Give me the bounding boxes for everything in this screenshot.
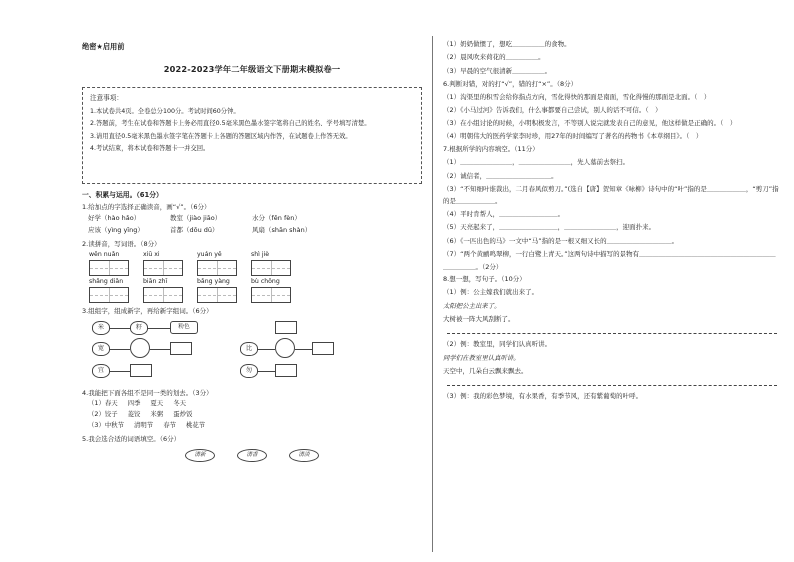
category-row: [82, 409, 422, 420]
example-sentence: （3）例：我的彩色梦境，有水果香，有季节风，还有紫葡萄的叶呼。: [443, 392, 643, 401]
q1-option[interactable]: 水分（fēn fèn）: [252, 214, 301, 222]
answer-line[interactable]: [447, 333, 777, 334]
flower-center: [130, 338, 150, 358]
column-divider: [432, 36, 433, 552]
question-1: 1.给加点的字选择正确读音，画“√”。（6分）: [82, 203, 211, 211]
word-flower-diagram: [82, 319, 422, 385]
question-5: 5.我会选合适的词语填空。（6分）: [82, 435, 181, 443]
writing-box[interactable]: [89, 287, 129, 303]
notice-item: 2.答题前，考生在试卷和答题卡上务必用直径0.5毫米黑色墨水签字笔将自己的姓名、学号填写清楚。: [90, 120, 371, 128]
q1-option[interactable]: 好学（hào hǎo）: [88, 214, 141, 222]
flower-char: 宜: [92, 364, 110, 378]
right-column: [443, 38, 781, 548]
word-option[interactable]: 清香: [237, 449, 267, 462]
writing-box[interactable]: [143, 260, 183, 276]
fill-item[interactable]: （2）晨风吹来荷花的＿＿＿＿＿。: [443, 53, 545, 62]
question-6: 6.判断对错，对的打“√”，错的打“×”。（8分）: [443, 79, 578, 88]
category-word[interactable]: 春节: [163, 421, 176, 429]
section-title: 一、积累与运用。（61分）: [82, 191, 163, 199]
judge-item[interactable]: （2）《小马过河》告诉我们，什么事都要自己尝试，别人的话不可信。（ ）: [443, 105, 662, 114]
exam-title: 2022-2023学年二年级语文下册期末模拟卷一: [163, 64, 341, 74]
q1-option[interactable]: 应该（yìng yīng）: [88, 226, 144, 234]
fill-blank-item[interactable]: （3）“不知细叶谁裁出，二月春风似剪刀。”(选自【唐】贺知章《咏柳》诗句中的“叶”指的是＿＿＿＿＿＿，“剪刀”指的是＿＿＿＿＿＿。: [443, 184, 779, 206]
question-3: 3.组组字，组成新字，再给新字组词。（6分）: [82, 307, 213, 315]
category-word[interactable]: 蛋炒饭: [173, 410, 193, 418]
connector-line: [295, 349, 312, 350]
fill-blank-item[interactable]: （5）天亮起来了，＿＿＿＿＿＿＿＿＿，＿＿＿＿＿＿＿＿，迎面扑来。: [443, 223, 656, 232]
category-word[interactable]: 桃花节: [185, 421, 206, 429]
pinyin-row: [82, 251, 422, 258]
connector-line: [110, 349, 130, 350]
pinyin-label: wēn nuǎn: [89, 251, 120, 258]
writing-box[interactable]: [251, 287, 291, 303]
flower-center: [275, 338, 295, 358]
judge-item[interactable]: （1）沟渠里的积雪会给你指点方向，雪化得快的那面是南面，雪化得慢的那面是北面。（ ）: [443, 93, 711, 102]
category-word[interactable]: 米粥: [150, 410, 164, 418]
pinyin-label: shì jiè: [251, 251, 270, 258]
notice-item: 1.本试卷共4页。全卷总分100分。考试时间60分钟。: [90, 108, 240, 115]
category-word[interactable]: 菱饺: [127, 410, 141, 418]
sentence-prompt: 天空中，几朵白云飘来飘去。: [443, 366, 528, 375]
category-word[interactable]: 清明节: [134, 421, 154, 429]
question-8: 8.想一想，写句子。（10分）: [443, 275, 526, 284]
flower-char: 宽: [92, 342, 110, 356]
connector-line: [258, 371, 275, 372]
fill-blank-item[interactable]: （6）《一匹出色的马》一文中“马”指的是一根又细又长的＿＿＿＿＿＿＿＿＿＿。: [443, 236, 679, 245]
question-2: 2.读拼音，写词语。（8分）: [82, 240, 161, 248]
q1-option[interactable]: 风扇（shān shàn）: [252, 226, 312, 234]
answer-box[interactable]: [130, 364, 152, 377]
fill-blank-item[interactable]: （2）诚信者，＿＿＿＿＿＿＿＿＿＿。: [443, 171, 558, 180]
q1-option[interactable]: 首都（dōu dū）: [170, 226, 219, 234]
word-option[interactable]: 清新: [185, 449, 215, 462]
writing-box[interactable]: [143, 287, 183, 303]
writing-box[interactable]: [197, 287, 237, 303]
category-word[interactable]: （1）春天: [88, 399, 118, 407]
writing-box-row: [82, 260, 422, 276]
answer-box[interactable]: [275, 321, 297, 334]
category-word[interactable]: 冬天: [173, 399, 186, 407]
category-word[interactable]: （2）饺子: [88, 410, 118, 418]
fill-item[interactable]: （3）早晨的空气很清新＿＿＿＿＿。: [443, 66, 552, 75]
word-option[interactable]: 清淡: [289, 449, 319, 462]
question-4: 4.我能把下面各组不是同一类的划去。（3分）: [82, 389, 213, 397]
fill-blank-item[interactable]: （7）“两个黄鹂鸣翠柳，一行白鹭上青天。”这两句诗中描写的景物有＿＿＿＿＿＿＿＿＿＿＿＿＿＿＿＿＿＿＿＿＿＿＿＿＿＿。（2分）: [443, 249, 776, 271]
fill-item[interactable]: （1）奶奶做惯了，想吃＿＿＿＿＿的食物。: [443, 40, 571, 48]
notice-box: [82, 87, 422, 184]
word-options: [82, 449, 422, 462]
pinyin-label: shǎng diǎn: [89, 278, 124, 285]
sentence-prompt: 大树被一阵大风刮断了。: [443, 315, 515, 324]
category-word[interactable]: （3）中秋节: [88, 421, 125, 429]
pinyin-label: bǎng yàng: [197, 278, 230, 285]
handwritten-example: 同学们在教室里认真听讲。: [443, 353, 520, 362]
judge-item[interactable]: （3）在小组讨论的时候，小明积极发言，不等别人说完就发表自己的意见，他这样做是正确的。（ ）: [443, 119, 737, 128]
q1-option[interactable]: 教室（jiào jiāo）: [170, 214, 222, 222]
example-sentence: （1）例：公主嫁我们就出来了。: [443, 288, 539, 297]
pinyin-label: bù chǒng: [251, 278, 280, 285]
writing-box[interactable]: [89, 260, 129, 276]
flower-char: 比: [240, 342, 258, 356]
left-column: [82, 38, 422, 548]
connector-line: [110, 328, 130, 329]
connector-line: [110, 371, 130, 372]
q1-row: [82, 224, 422, 236]
pinyin-label: yuán yě: [197, 251, 222, 258]
judge-item[interactable]: （4）明朝伟大的医药学家李时珍，用27年的时间编写了著名的药物书《本草纲目》。（ ）: [443, 131, 703, 140]
flower-char: 米: [92, 321, 110, 335]
connector-line: [258, 349, 275, 350]
connector-line: [150, 349, 170, 350]
category-row: [82, 398, 422, 409]
pinyin-row: [82, 278, 422, 285]
category-word[interactable]: 四季: [127, 399, 141, 407]
handwritten-example: 太阳把公主出来了。: [443, 301, 501, 310]
category-row: [82, 420, 422, 431]
flower-word: 粉色: [170, 321, 198, 334]
answer-line[interactable]: [447, 385, 777, 386]
flower-char: 勿: [240, 364, 258, 378]
answer-box[interactable]: [312, 342, 334, 355]
answer-box[interactable]: [275, 364, 297, 377]
writing-box[interactable]: [251, 260, 291, 276]
category-word[interactable]: 夏天: [150, 399, 164, 407]
writing-box[interactable]: [197, 260, 237, 276]
answer-box[interactable]: [170, 342, 192, 355]
notice-item: 3.请用直径0.5毫米黑色墨水签字笔在答题卡上各题的答题区域内作答，在试题卷上作答无效。: [90, 132, 352, 140]
notice-heading: 注意事项：: [90, 94, 123, 102]
pinyin-label: biān zhī: [143, 278, 168, 285]
example-sentence: （2）例：教室里，同学们认真听讲。: [443, 340, 552, 349]
pinyin-label: xiū xi: [143, 251, 160, 258]
writing-box-row: [82, 287, 422, 303]
secret-label: 绝密★启用前: [82, 42, 125, 51]
flower-char: 籽: [130, 321, 148, 335]
fill-blank-item[interactable]: （1）＿＿＿＿＿＿＿＿，＿＿＿＿＿＿＿＿，先人墓前去祭扫。: [443, 158, 630, 167]
q1-row: [82, 212, 422, 224]
fill-blank-item[interactable]: （4）平时肯帮人，＿＿＿＿＿＿＿＿＿。: [443, 210, 565, 219]
connector-line: [148, 328, 170, 329]
question-7: 7.根据所学的内容填空。（11分）: [443, 144, 539, 153]
notice-item: 4.考试结束，将本试卷和答题卡一并交回。: [90, 145, 210, 153]
